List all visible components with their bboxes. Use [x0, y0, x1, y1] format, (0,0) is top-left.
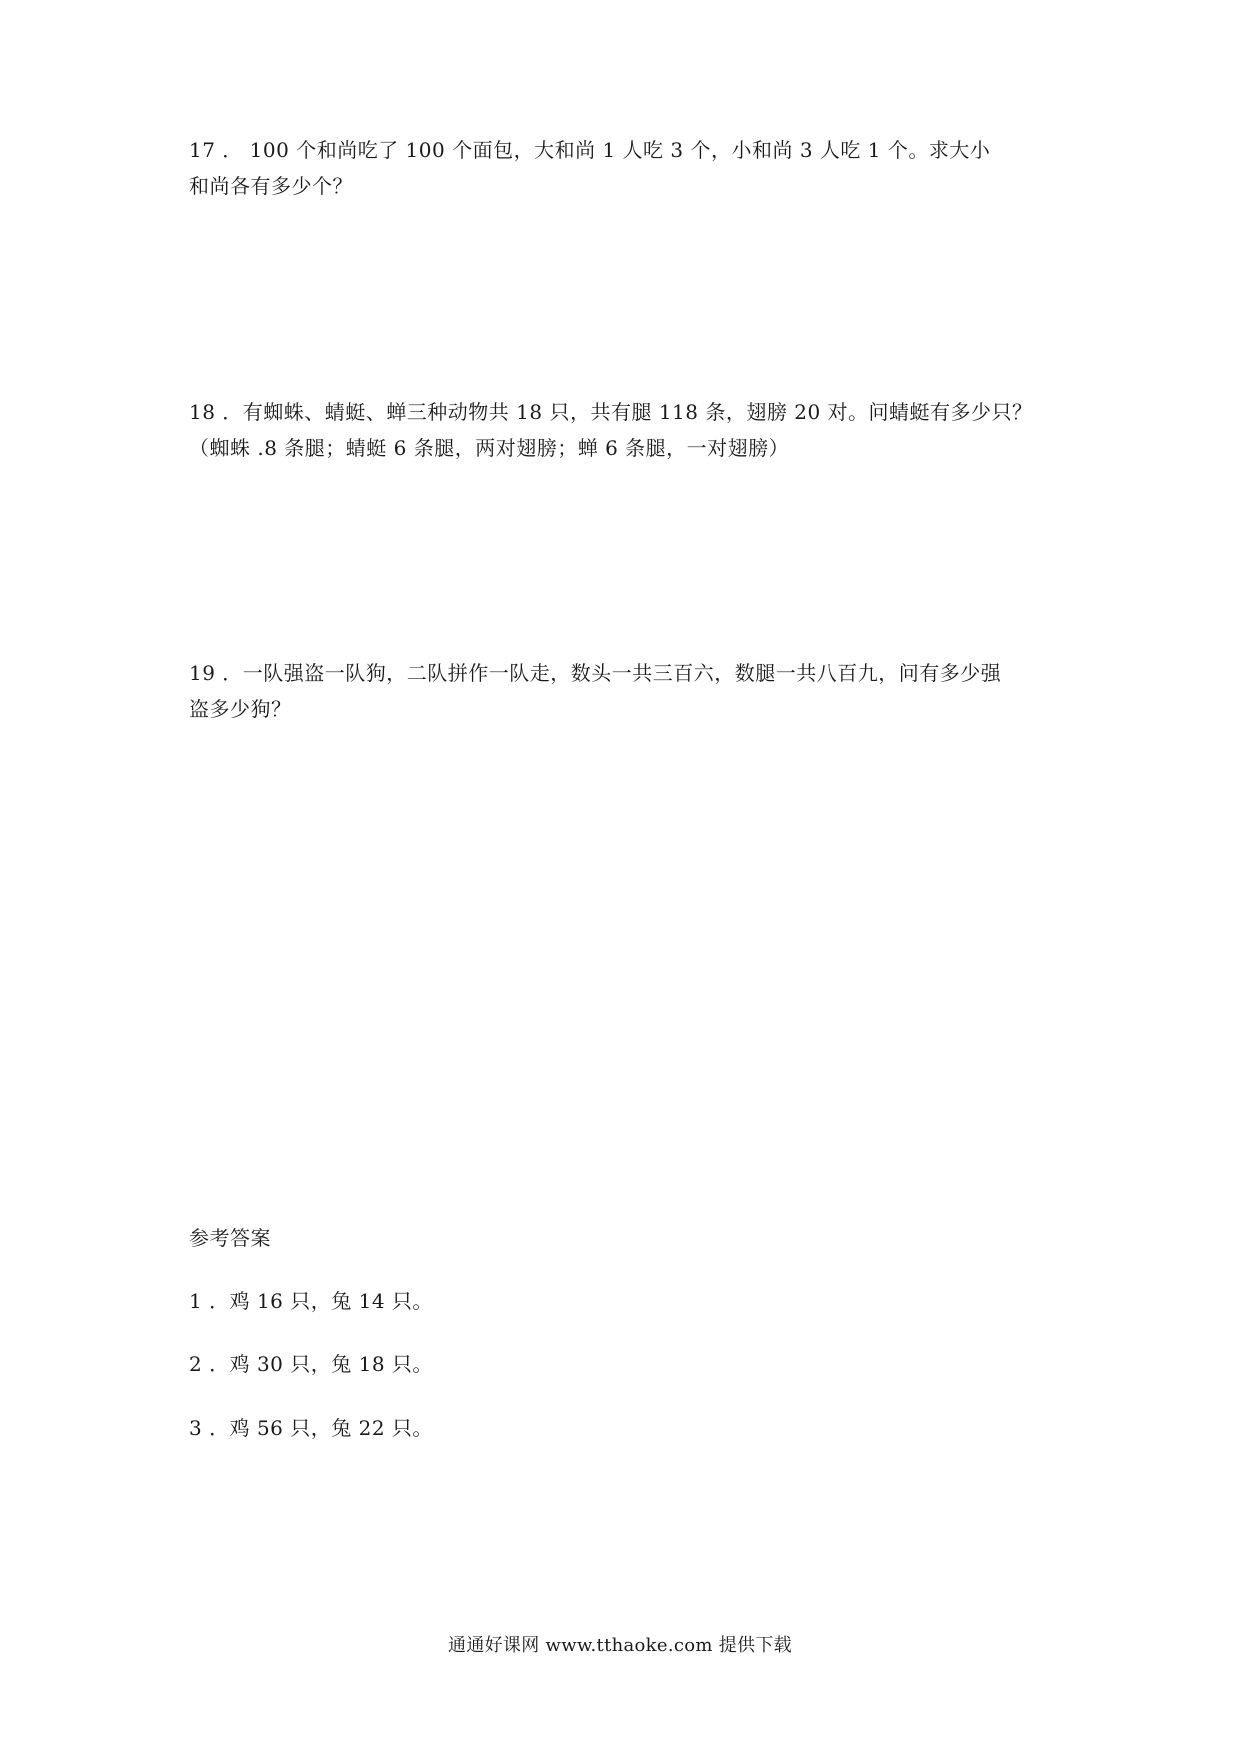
answer-item-3: 3 ．鸡 56 只，兔 22 只。: [189, 1416, 433, 1440]
question-17-line-2: 和尚各有多少个？: [189, 174, 353, 198]
answers-heading: 参考答案: [189, 1226, 271, 1250]
answer-item-1: 1 ．鸡 16 只，兔 14 只。: [189, 1289, 433, 1313]
question-18-line-1: 18 ．有蜘蛛、蜻蜓、蝉三种动物共 18 只，共有腿 118 条，翅膀 20 对。问蜻蜓有多少只？: [189, 400, 1033, 424]
question-19-line-1: 19 ．一队强盗一队狗，二队拼作一队走，数头一共三百六，数腿一共八百九，问有多少强: [189, 661, 1002, 685]
answer-item-2: 2 ．鸡 30 只，兔 18 只。: [189, 1352, 433, 1376]
question-17-line-1: 17 ． 100 个和尚吃了 100 个面包，大和尚 1 人吃 3 个，小和尚 3 人吃 1 个。求大小: [189, 138, 991, 162]
question-19-line-2: 盗多少狗？: [189, 697, 292, 721]
question-18-line-2: （蜘蛛 .8 条腿；蜻蜓 6 条腿，两对翅膀；蝉 6 条腿，一对翅膀）: [189, 436, 790, 460]
page-footer: 通通好课网 www.tthaoke.com 提供下载: [448, 1635, 792, 1656]
